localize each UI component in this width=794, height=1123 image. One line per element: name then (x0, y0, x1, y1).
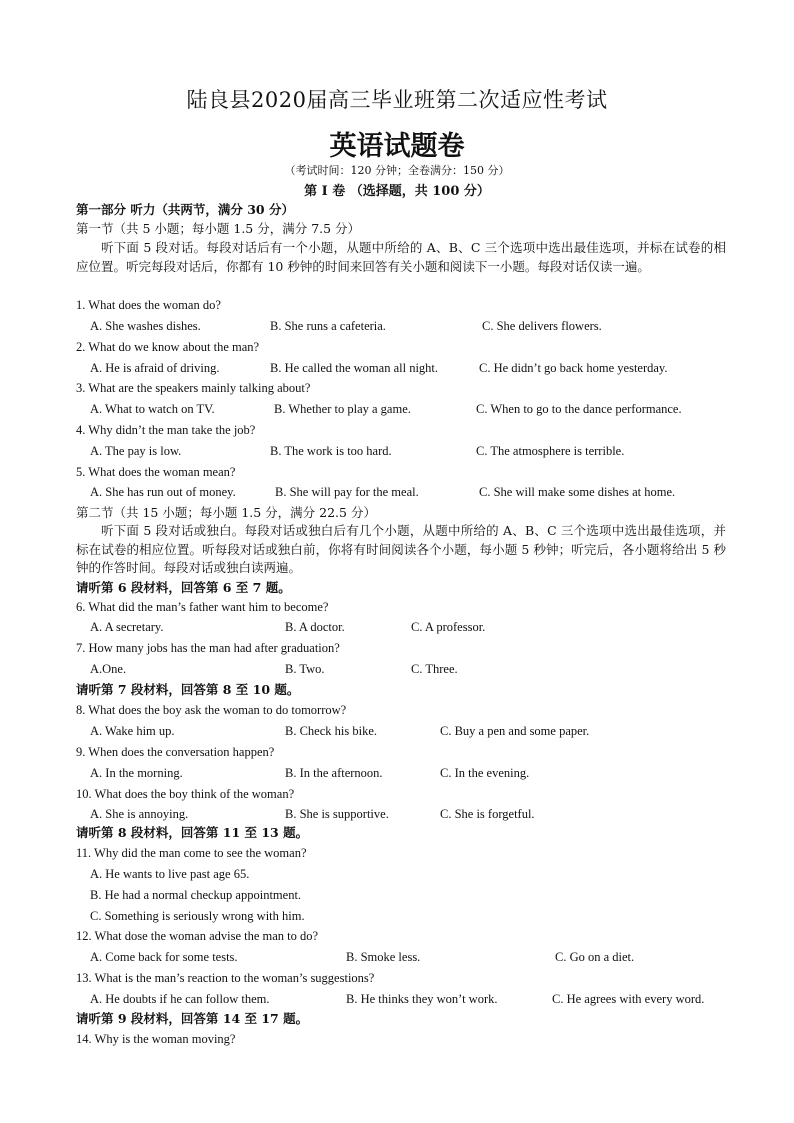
q9-option-c: C. In the evening. (440, 766, 530, 780)
question-2: 2. What do we know about the man? (76, 340, 260, 354)
q11-option-a: A. He wants to live past age 65. (90, 867, 250, 881)
q6-option-b: B. A doctor. (285, 620, 345, 634)
q5-option-a: A. She has run out of money. (90, 485, 236, 499)
q3-option-b: B. Whether to play a game. (274, 402, 411, 416)
q2-option-c: C. He didn’t go back home yesterday. (479, 361, 668, 375)
q10-option-b: B. She is supportive. (285, 807, 389, 821)
q7-option-c: C. Three. (411, 662, 458, 676)
q7-option-b: B. Two. (285, 662, 325, 676)
q7-option-a: A.One. (90, 662, 127, 676)
question-3: 3. What are the speakers mainly talking about? (76, 381, 311, 395)
q8-option-a: A. Wake him up. (90, 724, 175, 738)
q10-option-c: C. She is forgetful. (440, 807, 535, 821)
question-1: 1. What does the woman do? (76, 298, 221, 312)
q3-option-c: C. When to go to the dance performance. (476, 402, 682, 416)
exam-title: 陆良县2020届高三毕业班第二次适应性考试 (186, 88, 608, 112)
q4-option-c: C. The atmosphere is terrible. (476, 444, 625, 458)
q6-option-c: C. A professor. (411, 620, 486, 634)
question-4: 4. Why didn’t the man take the job? (76, 423, 256, 437)
section2-heading: 第二节（共 15 小题；每小题 1.5 分，满分 22.5 分） (76, 505, 376, 520)
group-8-heading: 请听第 8 段材料，回答第 11 至 13 题。 (76, 825, 309, 840)
q12-option-a: A. Come back for some tests. (90, 950, 238, 964)
q5-option-c: C. She will make some dishes at home. (479, 485, 676, 499)
q13-option-b: B. He thinks they won’t work. (346, 992, 498, 1006)
q13-option-a: A. He doubts if he can follow them. (90, 992, 270, 1006)
q1-option-b: B. She runs a cafeteria. (270, 319, 386, 333)
q8-option-b: B. Check his bike. (285, 724, 378, 738)
q12-option-b: B. Smoke less. (346, 950, 421, 964)
q2-option-a: A. He is afraid of driving. (90, 361, 220, 375)
section1-instructions: 听下面 5 段对话。每段对话后有一个小题，从题中所给的 A、B、C 三个选项中选出最佳选项，并标在试卷的相应位置。听完每段对话后，你都有 10 秒钟的时间来回答有关小题和阅读下一小题。每段对话仅读一遍。 (76, 240, 726, 274)
question-7: 7. How many jobs has the man had after graduation? (76, 641, 340, 655)
q8-option-c: C. Buy a pen and some paper. (440, 724, 590, 738)
question-8: 8. What does the boy ask the woman to do tomorrow? (76, 703, 347, 717)
group-7-heading: 请听第 7 段材料，回答第 8 至 10 题。 (76, 682, 300, 697)
q5-option-b: B. She will pay for the meal. (275, 485, 419, 499)
q1-option-a: A. She washes dishes. (90, 319, 201, 333)
section2-instructions: 听下面 5 段对话或独白。每段对话或独白后有几个小题，从题中所给的 A、B、C 三个选项中选出最佳选项，并标在试卷的相应位置。听每段对话或独白前，你将有时间阅读各个小题，每小题 5 秒钟；听完后，各小题将给出 5 秒钟的作答时间。每段对话或独白读两遍。 (76, 523, 726, 576)
question-13: 13. What is the man’s reaction to the woman’s suggestions? (76, 971, 375, 985)
q4-option-b: B. The work is too hard. (270, 444, 392, 458)
group-6-heading: 请听第 6 段材料，回答第 6 至 7 题。 (76, 580, 291, 595)
q3-option-a: A. What to watch on TV. (90, 402, 215, 416)
question-9: 9. When does the conversation happen? (76, 745, 275, 759)
q1-option-c: C. She delivers flowers. (482, 319, 602, 333)
q11-option-b: B. He had a normal checkup appointment. (90, 888, 302, 902)
question-11: 11. Why did the man come to see the woman? (76, 846, 307, 860)
question-5: 5. What does the woman mean? (76, 465, 236, 479)
q13-option-c: C. He agrees with every word. (552, 992, 705, 1006)
q4-option-a: A. The pay is low. (90, 444, 182, 458)
q2-option-b: B. He called the woman all night. (270, 361, 439, 375)
question-6: 6. What did the man’s father want him to become? (76, 600, 329, 614)
q9-option-b: B. In the afternoon. (285, 766, 383, 780)
q12-option-c: C. Go on a diet. (555, 950, 635, 964)
part1-heading: 第一部分 听力（共两节，满分 30 分） (76, 202, 294, 217)
volume-heading: 第 I 卷 （选择题，共 100 分） (304, 184, 490, 199)
group-9-heading: 请听第 9 段材料，回答第 14 至 17 题。 (76, 1011, 309, 1026)
section1-heading: 第一节（共 5 小题；每小题 1.5 分，满分 7.5 分） (76, 221, 361, 236)
q11-option-c: C. Something is seriously wrong with him. (90, 909, 305, 923)
question-10: 10. What does the boy think of the woman? (76, 787, 295, 801)
q10-option-a: A. She is annoying. (90, 807, 189, 821)
question-12: 12. What dose the woman advise the man to do? (76, 929, 319, 943)
q6-option-a: A. A secretary. (90, 620, 164, 634)
subject-title: 英语试题卷 (329, 131, 465, 162)
q9-option-a: A. In the morning. (90, 766, 183, 780)
exam-note: （考试时间：120 分钟；全卷满分：150 分） (284, 164, 510, 177)
question-14: 14. Why is the woman moving? (76, 1032, 236, 1046)
